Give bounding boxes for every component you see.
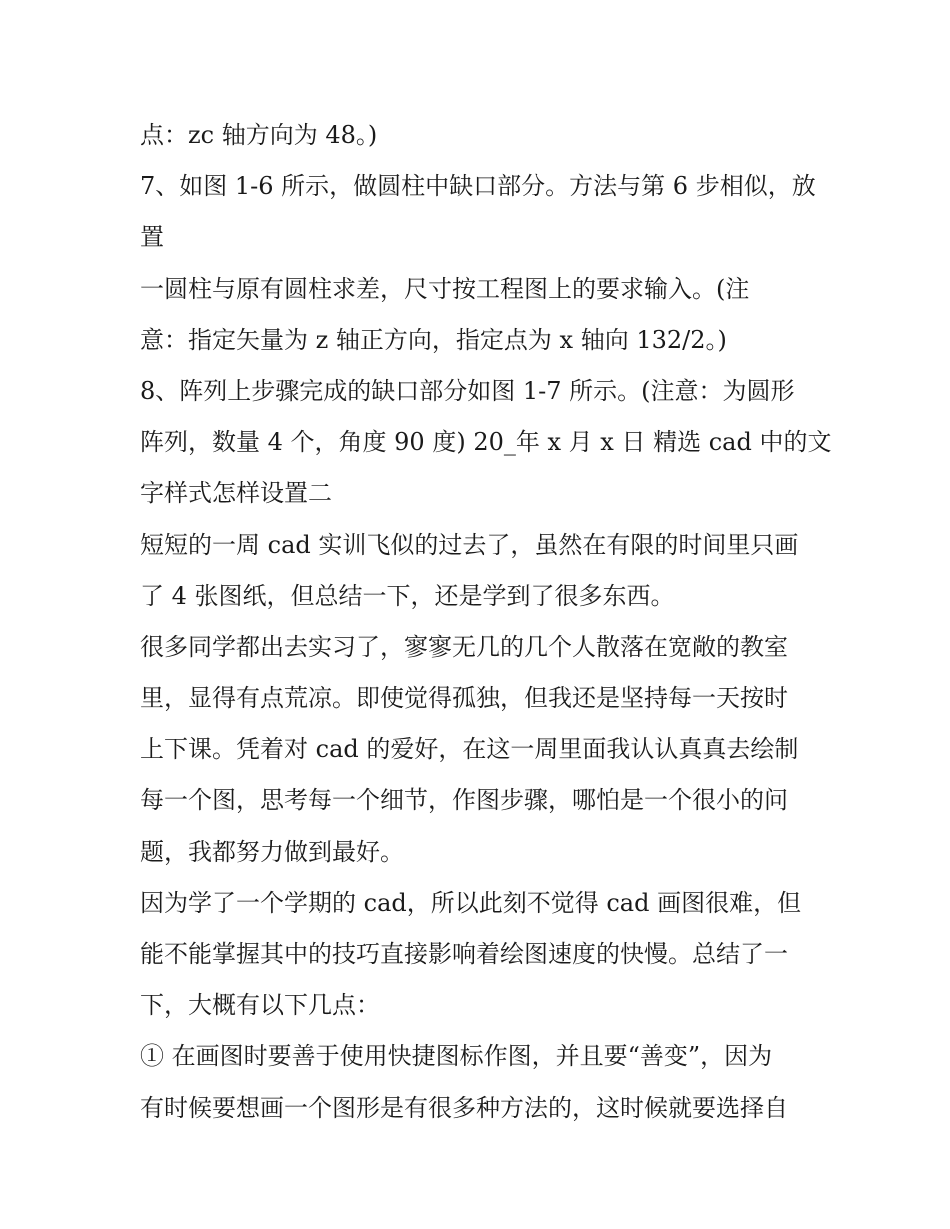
text-line: 一圆柱与原有圆柱求差，尺寸按工程图上的要求输入。(注 — [140, 274, 750, 303]
text-line: 阵列，数量 4 个，角度 90 度) 20_年 x 月 x 日 精选 cad 中的文 — [140, 428, 832, 457]
text-line: ① 在画图时要善于使用快捷图标作图，并且要“善变”，因为 — [140, 1042, 773, 1071]
text-line: 题，我都努力做到最好。 — [140, 837, 404, 866]
text-line: 7、如图 1-6 所示，做圆柱中缺口部分。方法与第 6 步相似，放 — [140, 172, 816, 201]
text-line: 有时候要想画一个图形是有很多种方法的，这时候就要选择自 — [140, 1093, 788, 1122]
text-line: 意：指定矢量为 z 轴正方向，指定点为 x 轴向 132/2。) — [140, 325, 727, 354]
text-line: 上下课。凭着对 cad 的爱好，在这一周里面我认认真真去绘制 — [140, 735, 799, 764]
text-line: 下，大概有以下几点： — [140, 991, 380, 1020]
text-line: 里，显得有点荒凉。即使觉得孤独，但我还是坚持每一天按时 — [140, 684, 788, 713]
text-line: 字样式怎样设置二 — [140, 479, 332, 508]
text-line: 8、阵列上步骤完成的缺口部分如图 1-7 所示。(注意：为圆形 — [140, 376, 795, 405]
text-line: 置 — [140, 223, 164, 252]
text-line: 点：zc 轴方向为 48。) — [140, 121, 378, 149]
text-line: 因为学了一个学期的 cad，所以此刻不觉得 cad 画图很难，但 — [140, 888, 802, 917]
document-body — [140, 110, 832, 1134]
text-line: 短短的一周 cad 实训飞似的过去了，虽然在有限的时间里只画 — [140, 530, 799, 559]
text-line: 每一个图，思考每一个细节，作图步骤，哪怕是一个很小的问 — [140, 786, 788, 815]
text-line: 很多同学都出去实习了，寥寥无几的几个人散落在宽敞的教室 — [140, 632, 788, 661]
text-line: 能不能掌握其中的技巧直接影响着绘图速度的快慢。总结了一 — [140, 940, 788, 968]
text-line: 了 4 张图纸，但总结一下，还是学到了很多东西。 — [140, 581, 675, 610]
